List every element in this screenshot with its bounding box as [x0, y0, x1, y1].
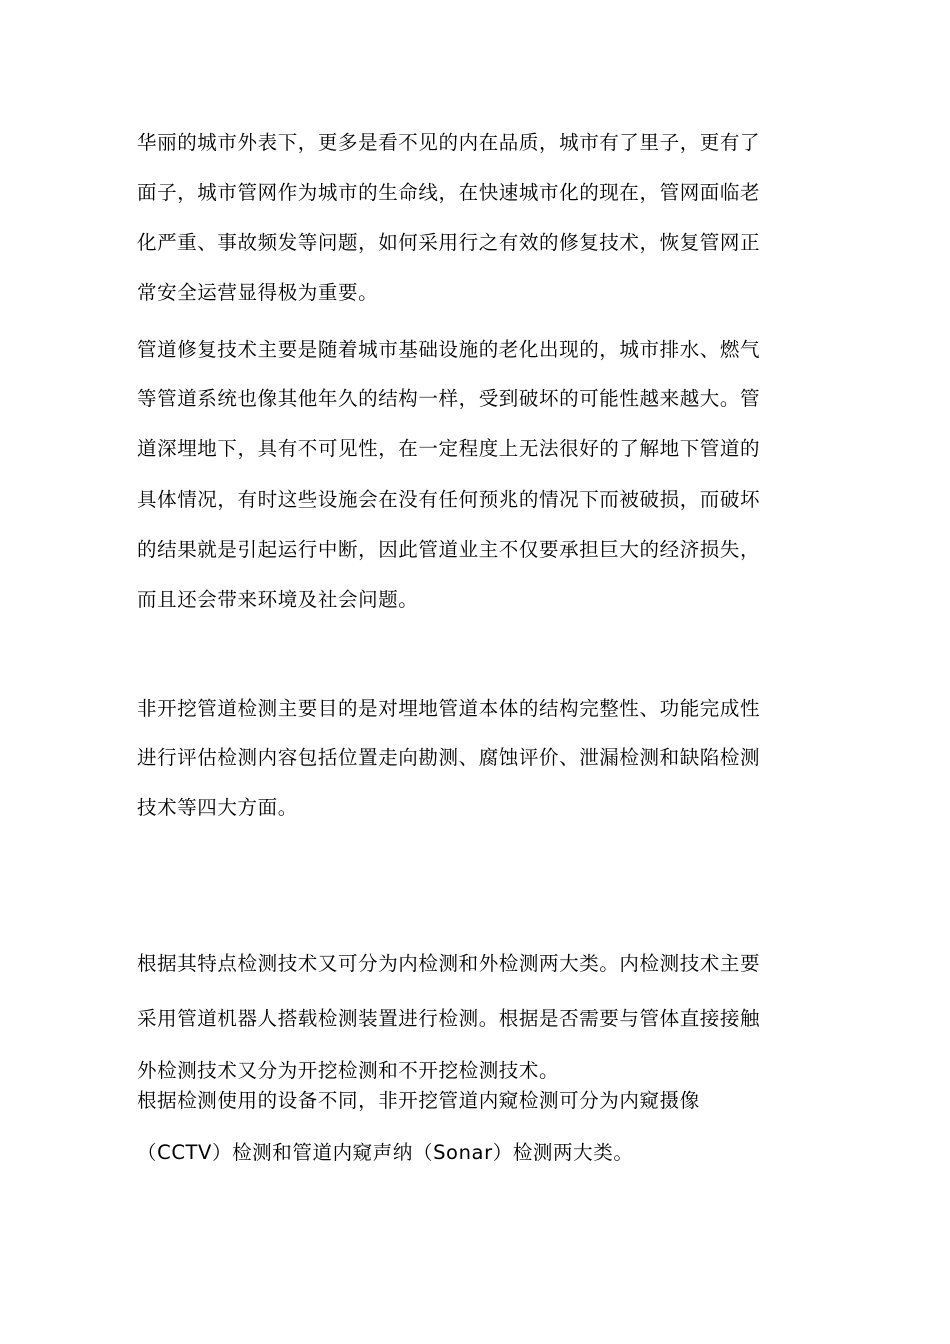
- text-line: 外检测技术又分为开挖检测和不开挖检测技术。: [137, 1059, 560, 1082]
- text-line: 等管道系统也像其他年久的结构一样，受到破坏的可能性越来越大。管: [137, 387, 761, 410]
- text-line: 面子，城市管网作为城市的生命线，在快速城市化的现在，管网面临老: [137, 181, 761, 204]
- text-line: 技术等四大方面。: [137, 796, 298, 819]
- text-line: 具体情况，有时这些设施会在没有任何预兆的情况下而被破损，而破坏: [137, 488, 761, 511]
- text-line: 根据检测使用的设备不同，非开挖管道内窥检测可分为内窥摄像: [137, 1089, 700, 1112]
- text-line: 管道修复技术主要是随着城市基础设施的老化出现的，城市排水、燃气: [137, 338, 761, 361]
- text-line: 进行评估检测内容包括位置走向勘测、腐蚀评价、泄漏检测和缺陷检测: [137, 746, 761, 769]
- text-line: 常安全运营显得极为重要。: [137, 281, 379, 304]
- text-line: 根据其特点检测技术又可分为内检测和外检测两大类。内检测技术主要: [137, 952, 761, 975]
- text-line: 而且还会带来环境及社会问题。: [137, 588, 419, 611]
- text-line: 非开挖管道检测主要目的是对埋地管道本体的结构完整性、功能完成性: [137, 697, 761, 720]
- text-line: 道深埋地下，具有不可见性，在一定程度上无法很好的了解地下管道的: [137, 437, 761, 460]
- text-line: 采用管道机器人搭载检测装置进行检测。根据是否需要与管体直接接触: [137, 1007, 761, 1030]
- text-line: （CCTV）检测和管道内窥声纳（Sonar）检测两大类。: [137, 1141, 634, 1164]
- text-line: 华丽的城市外表下，更多是看不见的内在品质，城市有了里子，更有了: [137, 131, 761, 154]
- text-line: 化严重、事故频发等问题，如何采用行之有效的修复技术，恢复管网正: [137, 231, 761, 254]
- text-line: 的结果就是引起运行中断，因此管道业主不仅要承担巨大的经济损失，: [137, 538, 761, 561]
